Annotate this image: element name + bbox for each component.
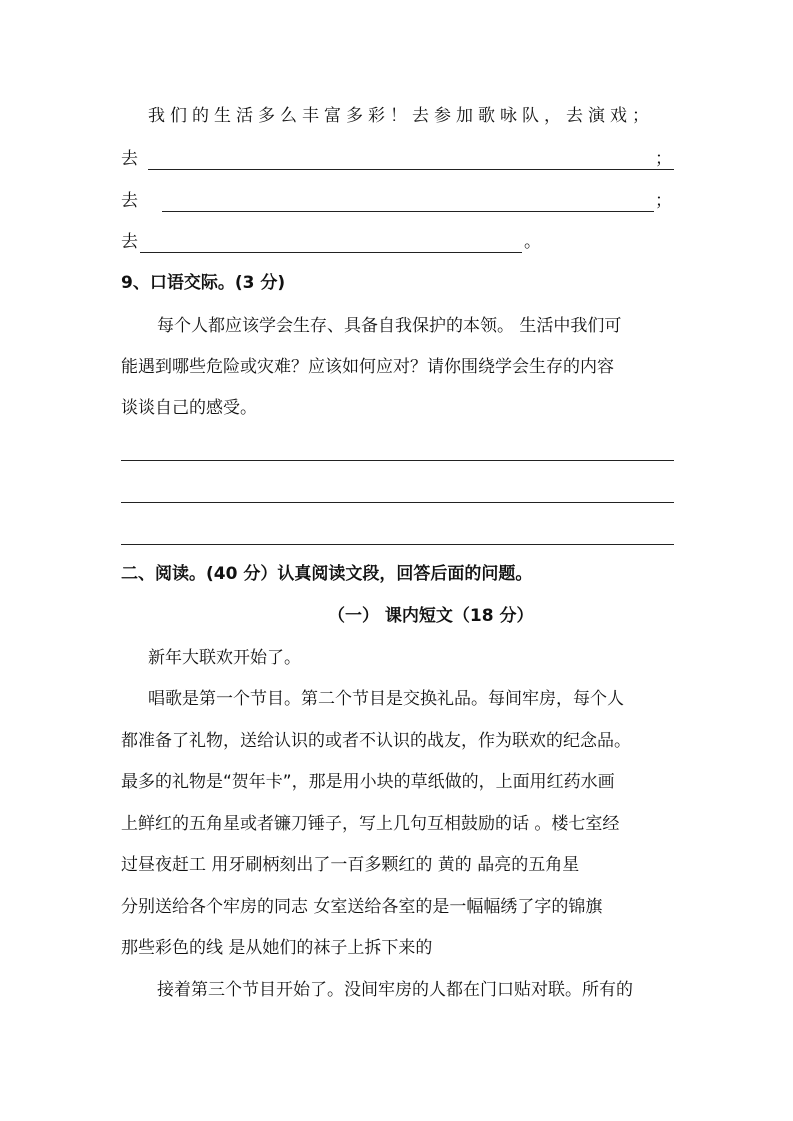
answer-line-1[interactable] [148,169,674,170]
blank-suffix-3: 。 [524,232,541,252]
answer-line-2[interactable] [162,211,654,212]
passage-line: 最多的礼物是“贺年卡”，那是用小块的草纸做的，上面用红药水画 [121,772,615,792]
passage-line: 唱歌是第一个节目。第二个节目是交换礼品。每间牢房，每个人 [148,689,624,709]
q9-answer-line-3[interactable] [121,544,674,545]
blank-prefix-2: 去 [121,191,138,211]
passage-line: 都准备了礼物，送给认识的或者不认识的战友，作为联欢的纪念品。 [121,731,631,751]
q9-prompt-line-2: 能遇到哪些危险或灾难？应该如何应对？请你围绕学会生存的内容 [121,357,614,377]
passage-line: 分别送给各个牢房的同志 女室送给各室的是一幅幅绣了字的锦旗 [121,897,603,917]
q9-prompt-line-1: 每个人都应该学会生存、具备自我保护的本领。 生活中我们可 [157,316,622,336]
passage-line: 上鲜红的五角星或者镰刀锤子，写上几句互相鼓励的话 。楼七室经 [121,814,620,834]
q9-prompt-line-3: 谈谈自己的感受。 [121,398,257,418]
blank-suffix-1: ； [655,149,672,169]
section2-subheading: （一） 课内短文（18 分） [328,606,534,626]
blank-prefix-3: 去 [121,232,138,252]
passage-line: 那些彩色的线 是从她们的袜子上拆下来的 [121,938,433,958]
passage-line: 接着第三个节目开始了。没间牢房的人都在门口贴对联。所有的 [157,980,633,1000]
q9-answer-line-1[interactable] [121,460,674,461]
passage-line: 过昼夜赶工 用牙刷柄刻出了一百多颗红的 黄的 晶亮的五角星 [121,855,580,875]
section2-heading: 二、阅读。(40 分）认真阅读文段，回答后面的问题。 [121,564,533,584]
blank-prefix-1: 去 [121,149,138,169]
q9-answer-line-2[interactable] [121,502,674,503]
q9-heading: 9、口语交际。(3 分) [121,273,286,293]
exercise-intro: 我们的生活多么丰富多彩！去参加歌咏队，去演戏； [148,106,654,126]
passage-line: 新年大联欢开始了。 [148,648,301,668]
blank-suffix-2: ； [655,191,672,211]
answer-line-3[interactable] [140,252,522,253]
